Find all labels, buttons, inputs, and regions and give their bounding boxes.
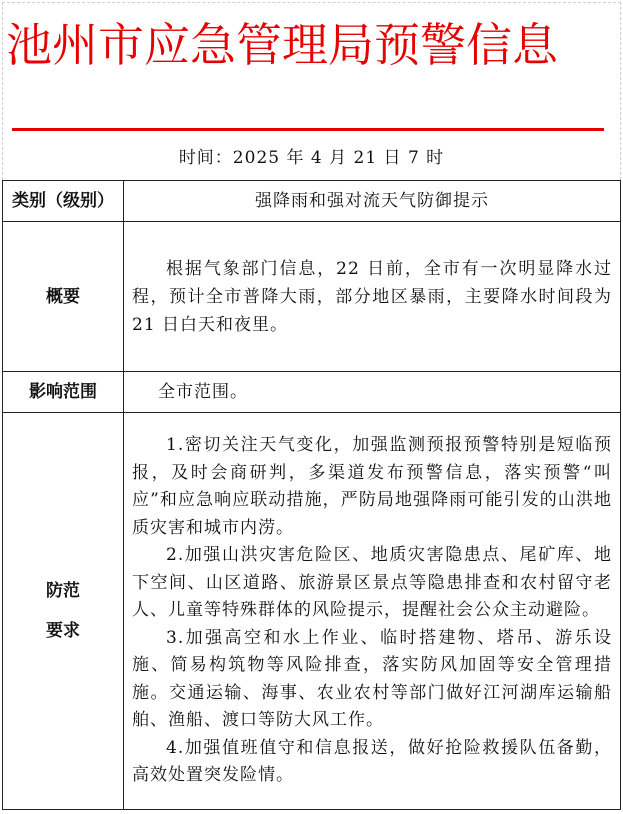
page-border-top (2, 2, 621, 3)
issue-time: 时间：2025 年 4 月 21 日 7 时 (178, 148, 445, 168)
requirement-item: 3.加强高空和水上作业、临时搭建物、塔吊、游乐设施、简易构筑物等风险排查，落实防风加固等安全管理措施。交通运输、海事、农业农村等部门做好江河湖库运输船舶、渔船、渡口等防大风工作。 (132, 627, 612, 731)
row-requirements (3, 413, 621, 810)
row-category (3, 181, 621, 222)
row-summary (3, 222, 621, 372)
scope-cell (124, 372, 621, 413)
requirement-item: 4.加强值班值守和信息报送，做好抢险救援队伍备勤，高效处置突发险情。 (132, 737, 612, 786)
requirements-label (3, 413, 124, 810)
alert-table (2, 180, 621, 810)
requirements-label-line2: 要求 (46, 621, 80, 641)
summary-label: 概要 (3, 222, 124, 372)
row-scope (3, 372, 621, 413)
title-divider (12, 128, 604, 131)
requirements-cell (124, 413, 621, 810)
document-title: 池州市应急管理局预警信息 (6, 18, 558, 72)
category-cell (124, 181, 621, 222)
category-value: 强降雨和强对流天气防御提示 (255, 191, 489, 211)
requirements-label-line1: 防范 (46, 581, 80, 601)
summary-text: 根据气象部门信息，22 日前，全市有一次明显降水过程，预计全市普降大雨，部分地区暴雨，主要降水时间段为 21 日白天和夜里。 (132, 258, 612, 335)
scope-label: 影响范围 (3, 372, 124, 413)
requirement-item: 1.密切关注天气变化，加强监测预报预警特别是短临预报，及时会商研判，多渠道发布预警信息，落实预警“叫应”和应急响应联动措施，严防局地强降雨可能引发的山洪地质灾害和城市内涝。 (132, 435, 612, 538)
scope-text: 全市范围。 (158, 382, 248, 402)
requirement-item: 2.加强山洪灾害危险区、地质灾害隐患点、尾矿库、地下空间、山区道路、旅游景区景点等隐患排查和农村留守老人、儿童等特殊群体的风险提示，提醒社会公众主动避险。 (132, 545, 612, 621)
summary-cell (124, 222, 621, 372)
category-label: 类别（级别） (3, 181, 124, 222)
